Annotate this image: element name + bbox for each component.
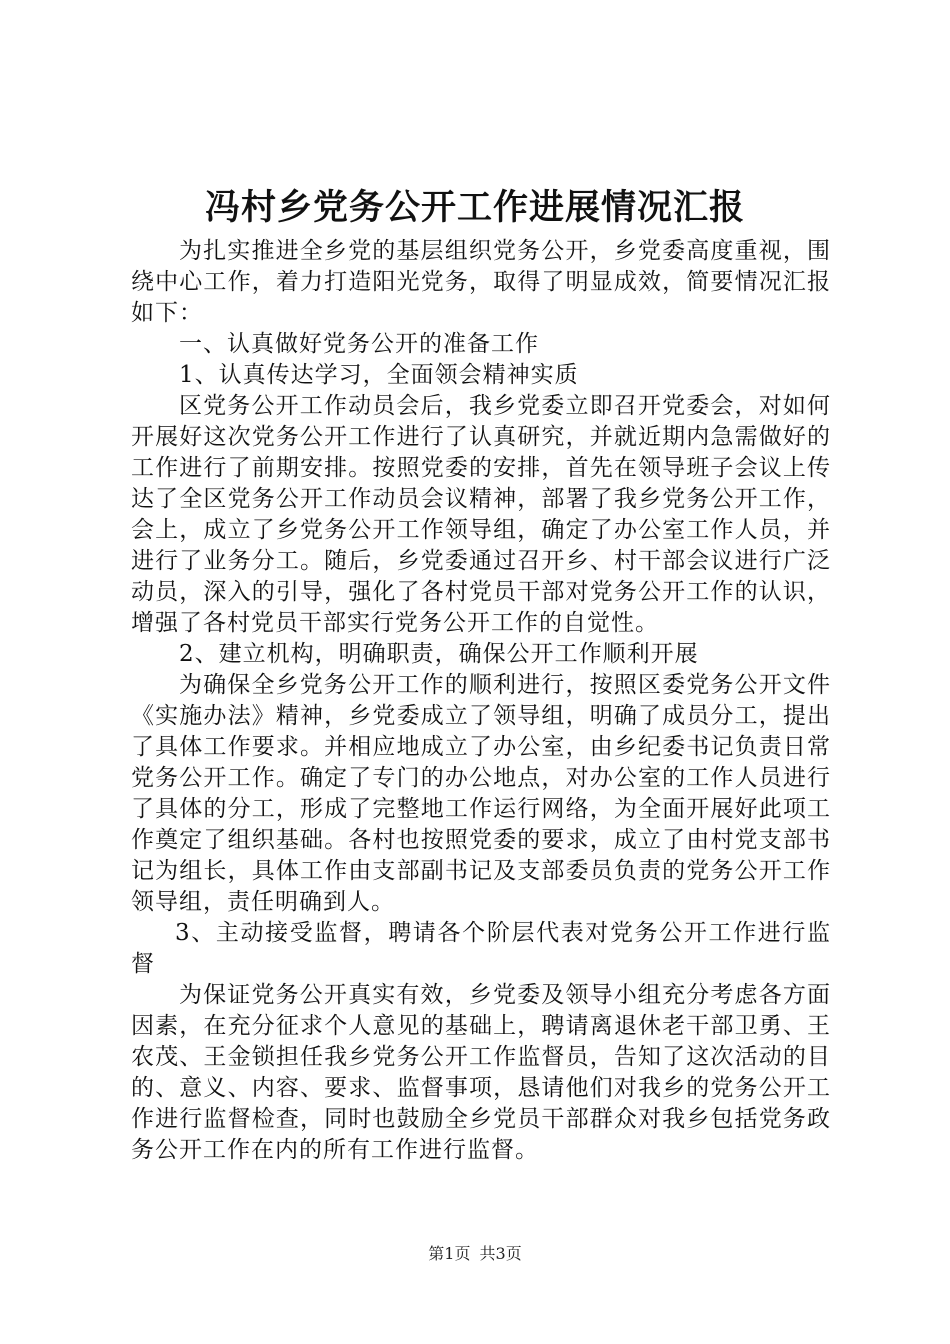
subheading-2: 2、建立机构，明确职责，确保公开工作顺利开展 [179,641,699,667]
page-footer [0,1243,950,1265]
document-body [131,236,831,1166]
subheading-3: 3、主动接受监督，聘请各个阶层代表对党务公开工作进行监督 [131,920,831,977]
body-paragraph-3: 为保证党务公开真实有效，乡党委及领导小组充分考虑各方面因素，在充分征求个人意见的基础上，聘请离退休老干部卫勇、王农茂、王金锁担任我乡党务公开工作监督员，告知了这次活动的目的、意义、内容、要求、监督事项，恳请他们对我乡的党务公开工作进行监督检查，同时也鼓励全乡党员干部群众对我乡包括党务政务公开工作在内的所有工作进行监督。 [131,982,831,1163]
body-paragraph-1: 区党务公开工作动员会后，我乡党委立即召开党委会，对如何开展好这次党务公开工作进行了认真研究，并就近期内急需做好的工作进行了前期安排。按照党委的安排，首先在领导班子会议上传达了全区党务公开工作动员会议精神，部署了我乡党务公开工作，会上，成立了乡党务公开工作领导组，确定了办公室工作人员，并进行了业务分工。随后，乡党委通过召开乡、村干部会议进行广泛动员，深入的引导，强化了各村党员干部对党务公开工作的认识，增强了各村党员干部实行党务公开工作的自觉性。 [131,393,831,636]
page-number: 第1页 [428,1244,471,1263]
subheading-1: 1、认真传达学习，全面领会精神实质 [179,362,579,388]
body-paragraph-2: 为确保全乡党务公开工作的顺利进行，按照区委党务公开文件《实施办法》精神，乡党委成立了领导组，明确了成员分工，提出了具体工作要求。并相应地成立了办公室，由乡纪委书记负责日常党务公开工作。确定了专门的办公地点，对办公室的工作人员进行了具体的分工，形成了完整地工作运行网络，为全面开展好此项工作奠定了组织基础。各村也按照党委的要求，成立了由村党支部书记为组长，具体工作由支部副书记及支部委员负责的党务公开工作领导组，责任明确到人。 [131,672,831,915]
document-title: 冯村乡党务公开工作进展情况汇报 [204,187,745,228]
intro-paragraph: 为扎实推进全乡党的基层组织党务公开，乡党委高度重视，围绕中心工作，着力打造阳光党务，取得了明显成效，简要情况汇报如下： [131,238,831,326]
page-total: 共3页 [479,1244,522,1263]
section-heading: 一、认真做好党务公开的准备工作 [179,331,539,357]
